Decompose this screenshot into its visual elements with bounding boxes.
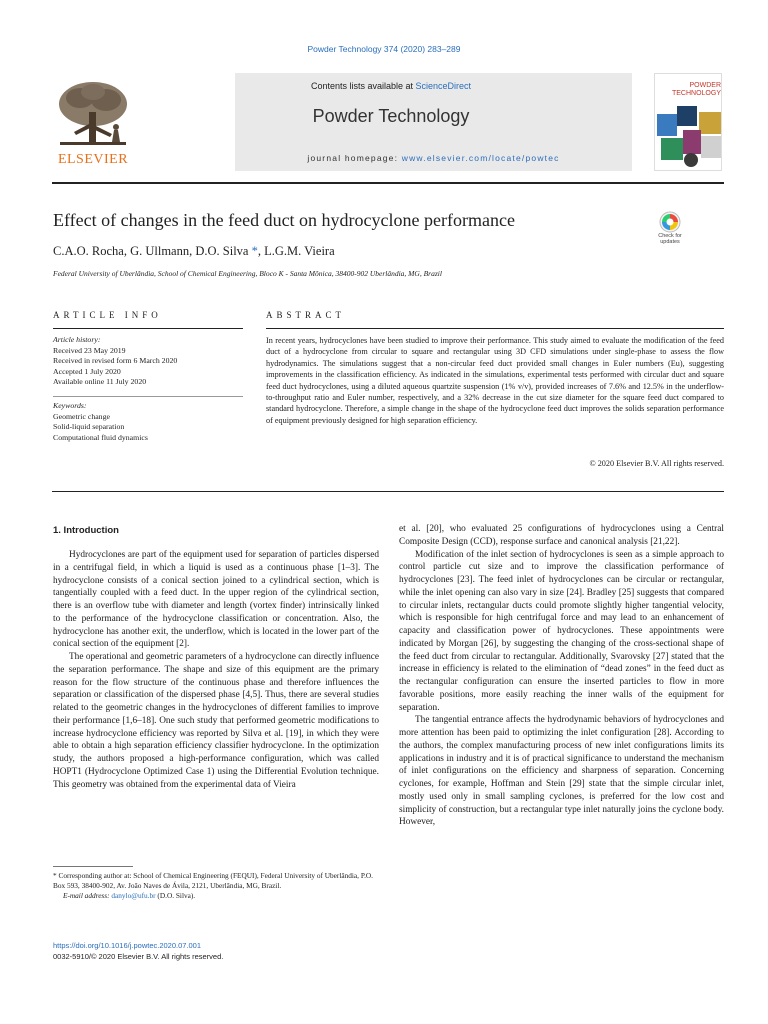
authors-part-2: , L.G.M. Vieira — [257, 244, 335, 258]
footnote-corresponding — [53, 871, 380, 891]
journal-cover-thumbnail[interactable] — [654, 73, 722, 171]
abstract-rule — [266, 328, 724, 329]
contents-prefix: Contents lists available at — [310, 81, 416, 91]
history-label: Article history: — [53, 335, 101, 344]
article-title: Effect of changes in the feed duct on hydrocyclone performance — [53, 210, 515, 230]
footnote-rule — [53, 866, 133, 867]
journal-reference-link[interactable]: Powder Technology 374 (2020) 283–289 — [307, 44, 461, 54]
email-link[interactable]: danylo@ufu.br — [111, 891, 156, 901]
history-item: Received in revised form 6 March 2020 — [53, 356, 178, 365]
corresponding-author-footnote — [53, 871, 380, 902]
info-divider — [53, 396, 243, 397]
abstract-bottom-rule — [52, 491, 724, 492]
footnote-star: * — [53, 871, 57, 880]
cover-title — [659, 82, 721, 97]
journal-name: Powder Technology — [312, 106, 470, 126]
history-item: Available online 11 July 2020 — [53, 377, 147, 386]
homepage-prefix: journal homepage: — [307, 153, 402, 163]
body-column-right — [399, 523, 724, 829]
check-for-updates-label[interactable] — [645, 233, 695, 245]
doi-block — [53, 940, 223, 962]
body-column-left — [53, 549, 379, 791]
article-info-rule — [53, 328, 243, 329]
cover-title-line2: TECHNOLOGY — [671, 89, 721, 97]
paragraph: et al. [20], who evaluated 25 configurations of hydrocyclones using a Central Composite Design (CCD), response surface and canonical analysis [21,22]. — [399, 524, 724, 547]
paragraph: The tangential entrance affects the hydrodynamic behaviors of hydrocyclones and more attention has been paid to optimizing the inlet configuration [28]. According to the authors, the complex manufacturing process of new inlet configurations limits its applications in industry and it is of practical significance to understand the mechanism of inlet configurations on the efficiency and sharpness of separation. Concerning cyclones, for example, Hoffman and Stein [29] state that the simple circular inlet, mostly used only in small sampling cyclones, is preferred for the low cost and simplicity of construction, but a rectangular type inlet naturally joins the cyclone body. However, — [399, 715, 724, 828]
abstract-heading: ABSTRACT — [266, 310, 346, 320]
paragraph: The operational and geometric parameters of a hydrocyclone can directly influence the separation performance. The shape and size of this equipment are the primary reason for the flow structure of the continuous phase and therefore influences the separation or classification of the dispersed phase [4,5]. Thus, there are several studies related to the geometric changes in the hydrocyclones of different families to improve their performance [1,6–18]. One such study that performed geometric modifications to increase hydrocyclone efficiency was reported by Silva et al. [19], in which they were able to obtain a high separation efficiency classifier hydrocyclone. In the optimization study, the authors proposed a high-performance configuration, which was called HOPT1 (Hydrocyclone Optimized Case 1) using the Differential Evolution technique. This geometry was obtained from the experimental data of Vieira — [53, 652, 379, 790]
keyword: Geometric change — [53, 411, 110, 421]
issn-line: 0032-5910/© 2020 Elsevier B.V. All rights reserved. — [53, 952, 224, 961]
footnote-address: Corresponding author at: School of Chemical Engineering (FEQUI), Federal University of Uberlândia, P.O. Box 593, 38400-902, Av. João Naves de Ávila, 2121, Uberlândia, MG, Brazil. — [53, 871, 373, 891]
journal-homepage-line — [235, 153, 632, 163]
paragraph: Modification of the inlet section of hydrocyclones is seen as a simple approach to control particle cut size and to improve the classification performance of hydrocyclones [23]. The feed inlet of hydrocyclones can be circular or rectangular, while the inlet opening can also vary in size [24]. Bradley [25] suggests that compared to circular inlets, rectangular ducts could promote slightly higher tangential velocity, which is responsible for high centrifugal force and may lead to an enhancement of capacity and classification power of hydrocyclones. These appointments were indicated by Morgan [26], by suggesting the changing of the cross-sectional shape of the feed duct from circular to rectangular. Additionally, Svarovsky [27] stated that the increase in efficiency is related to the elimination of “dead zones” in the feed duct as the rectangular configuration can ensure the inserted particles to flow in more favorable positions, more easily reaching the inner walls of the equipment for separation. — [399, 549, 724, 713]
corresponding-author-marker[interactable]: * — [251, 244, 258, 258]
keyword: Computational fluid dynamics — [53, 432, 148, 442]
article-info-heading: ARTICLE INFO — [53, 310, 162, 320]
keyword: Solid-liquid separation — [53, 422, 125, 431]
abstract-text: In recent years, hydrocyclones have been studied to improve their performance. This study aimed to evaluate the modification of the feed duct of a hydrocyclone from circular to square and rectangular using 3D CFD simulations under single-phase to assess the flow hydrodynamics. The simulations suggest that a non-circular feed duct provided small changes in Euler numbers (Eu), suggesting improvements in the classification efficiency. As indicated in the simulations, experimental tests performed with circular duct and square feed duct hydrocyclones, using a diluted aqueous quartzite suspension (1% v/v), provided increases of 7.6% and 12.5% in the underflow-to-throughput ratio and Euler number, respectively, and a 32% decrease in the cut size diameter for the square feed duct compared to standard hydrocyclone. Therefore, a simple change in the shape of the hydrocyclone feed duct improves the solids separation performance of equipment previously designed for high separation efficiency. — [266, 336, 724, 425]
homepage-link[interactable]: www.elsevier.com/locate/powtec — [401, 153, 560, 163]
doi-link[interactable]: https://doi.org/10.1016/j.powtec.2020.07.001 — [53, 941, 202, 950]
article-history — [53, 335, 243, 388]
history-item: Received 23 May 2019 — [53, 345, 126, 355]
footnote-email-line — [53, 891, 380, 901]
paragraph: Hydrocyclones are part of the equipment used for separation of particles dispersed in a centrifugal field, in which a liquid is used as a continuous phase [1–3]. The hydrocyclone consists of a conical section joined to a cylindrical section, which is tangentially coupled with a feed duct. In the upper region of the cylindrical section, there is an overflow tube with diameter and length (vortex finder) intrinsically linked to the performance of the hydrocyclone classification or concentration. Also, the hydrocyclone has another exit, the underflow, which is located in the lower part of the conical section of the equipment [2]. — [53, 550, 379, 650]
affiliation: Federal University of Uberlândia, School of Chemical Engineering, Bloco K - Santa Mônica, 38400-902 Uberlândia, MG, Brazil — [53, 269, 442, 278]
contents-line — [235, 81, 547, 91]
cover-title-line1: POWDER — [689, 82, 721, 89]
elsevier-wordmark: ELSEVIER — [57, 152, 129, 167]
header-rule — [52, 182, 724, 184]
author-list — [53, 244, 613, 259]
badge-line-1: Check for — [658, 233, 682, 239]
sciencedirect-link[interactable]: ScienceDirect — [415, 81, 472, 91]
section-heading-introduction: 1. Introduction — [53, 525, 119, 536]
cover-artwork-icon — [655, 100, 722, 171]
keywords-block — [53, 401, 243, 443]
keywords-label: Keywords: — [53, 401, 87, 410]
authors-part-1: C.A.O. Rocha, G. Ullmann, D.O. Silva — [53, 244, 252, 258]
email-suffix: (D.O. Silva). — [155, 891, 196, 901]
email-label: E-mail address: — [63, 891, 112, 901]
history-item: Accepted 1 July 2020 — [53, 366, 121, 376]
abstract-copyright: © 2020 Elsevier B.V. All rights reserved. — [589, 459, 724, 468]
badge-line-2: updates — [660, 239, 680, 245]
